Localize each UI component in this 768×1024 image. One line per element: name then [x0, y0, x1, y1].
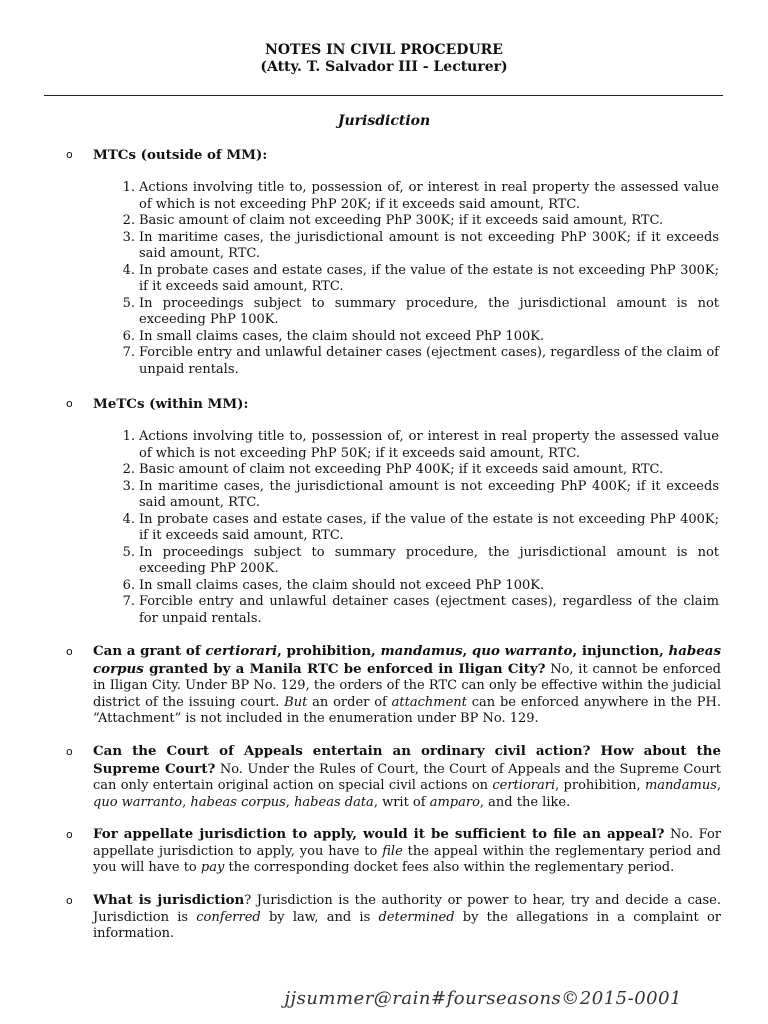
- bullet-mark: o: [66, 645, 73, 658]
- list-item: 6. In small claims cases, the claim should not exceed PhP 100K.: [122, 577, 545, 593]
- metc-heading: MeTCs (within MM):: [93, 396, 249, 412]
- list-item: 7. Forcible entry and unlawful detainer cases (ejectment cases), regardless of the claim for unpaid rentals.: [122, 594, 719, 626]
- bullet-mark: o: [66, 148, 73, 161]
- list-item: 4. In probate cases and estate cases, if the value of the estate is not exceeding PhP 400K; if it exceeds said amount, RTC.: [122, 511, 719, 543]
- list-item: 4. In probate cases and estate cases, if the value of the estate is not exceeding PhP 300K; if it exceeds said amount, RTC.: [122, 262, 719, 294]
- list-item: 6. In small claims cases, the claim should not exceed PhP 100K.: [122, 328, 545, 344]
- bullet-mark: o: [66, 745, 73, 758]
- list-item: 2. Basic amount of claim not exceeding PhP 400K; if it exceeds said amount, RTC.: [122, 462, 664, 477]
- list-item: 7. Forcible entry and unlawful detainer cases (ejectment cases), regardless of the claim of unpaid rentals.: [122, 345, 719, 377]
- qa-item: For appellate jurisdiction to apply, would it be sufficient to file an appeal? No. For appellate jurisdiction to apply, you have to file the appeal within the reglementary period and you will have to pay the corresponding docket fees also within the reglementary period.: [93, 826, 721, 875]
- qa-item: Can the Court of Appeals entertain an ordinary civil action? How about the Supreme Court? No. Under the Rules of Court, the Court of Appeals and the Supreme Court can only entertain original action on special civil actions on certiorari, prohibition, mandamus, quo warranto, habeas corpus, habeas data, writ of amparo, and the like.: [93, 743, 722, 810]
- signature: jjsummer@rain#fourseasons©2015-0001: [284, 988, 682, 1009]
- mtc-heading: MTCs (outside of MM):: [93, 147, 268, 163]
- mtc-list: [122, 180, 719, 378]
- section-title: Jurisdiction: [337, 113, 431, 129]
- list-item: 2. Basic amount of claim not exceeding PhP 300K; if it exceeds said amount, RTC.: [122, 213, 664, 228]
- bullet-mark: o: [66, 894, 73, 907]
- document-subtitle: (Atty. T. Salvador III - Lecturer): [260, 59, 508, 75]
- bullet-mark: o: [66, 828, 73, 841]
- list-item: 1. Actions involving title to, possession of, or interest in real property the assessed value of which is not exceeding PhP 50K; if it exceeds said amount, RTC.: [122, 429, 719, 461]
- metc-list: [122, 429, 719, 627]
- bullet-mark: o: [66, 397, 73, 410]
- document-title: NOTES IN CIVIL PROCEDURE: [265, 42, 503, 58]
- qa-item: Can a grant of certiorari, prohibition, mandamus, quo warranto, injunction, habeas corpus granted by a Manila RTC be enforced in Iligan City? No, it cannot be enforced in Iligan City. Under BP No. 129, the orders of the RTC can only be effective within the judicial district of the issuing court. But an order of attachment can be enforced anywhere in the PH. “Attachment” is not included in the enumeration under BP No. 129.: [93, 643, 721, 726]
- list-item: 5. In proceedings subject to summary procedure, the jurisdictional amount is not exceeding PhP 100K.: [122, 295, 719, 327]
- list-item: 5. In proceedings subject to summary procedure, the jurisdictional amount is not exceeding PhP 200K.: [122, 544, 719, 576]
- list-item: 3. In maritime cases, the jurisdictional amount is not exceeding PhP 300K; if it exceeds said amount, RTC.: [122, 229, 719, 261]
- qa-item: What is jurisdiction? Jurisdiction is the authority or power to hear, try and decide a case. Jurisdiction is conferred by law, and is determined by the allegations in a complaint or information.: [93, 892, 722, 941]
- list-item: 3. In maritime cases, the jurisdictional amount is not exceeding PhP 400K; if it exceeds said amount, RTC.: [122, 478, 719, 510]
- document-header: [0, 42, 768, 76]
- header-divider: [44, 95, 723, 96]
- list-item: 1. Actions involving title to, possession of, or interest in real property the assessed value of which is not exceeding PhP 20K; if it exceeds said amount, RTC.: [122, 180, 719, 212]
